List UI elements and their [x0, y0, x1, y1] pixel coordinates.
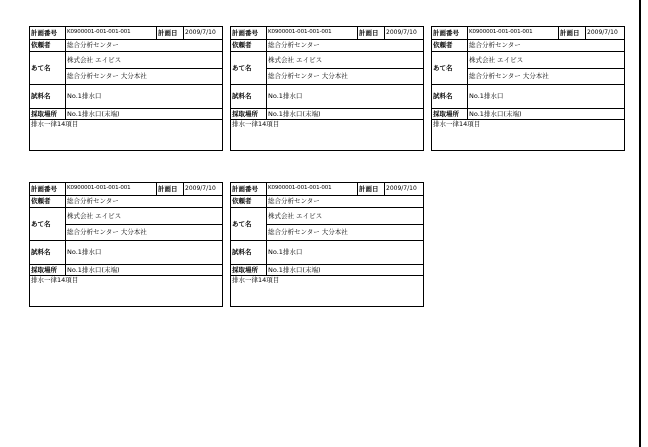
sample-name-label: 試料名	[30, 241, 66, 264]
note-row	[231, 120, 423, 140]
sample-name-row	[30, 85, 222, 109]
location-label: 採取場所	[30, 109, 66, 119]
plan-no-label: 計画番号	[432, 27, 468, 39]
sample-name-value: No.1排水口	[67, 248, 102, 257]
plan-row	[231, 183, 423, 196]
location-value: No.1排水口(末端)	[469, 109, 522, 118]
addressee-company: 株式会社 エイビス	[67, 55, 122, 64]
location-value: No.1排水口(末端)	[268, 109, 321, 118]
sample-name-row	[231, 241, 423, 265]
plan-date-value: 2009/7/10	[185, 29, 216, 36]
sample-label-card	[230, 182, 424, 307]
note-row	[231, 276, 423, 296]
requester-value: 総合分析センター	[67, 197, 119, 206]
addressee-department: 総合分析センター 大分本社	[468, 68, 624, 85]
requester-row	[231, 196, 423, 208]
addressee-department: 総合分析センター 大分本社	[66, 68, 222, 85]
addressee-lines	[267, 208, 423, 240]
location-row	[231, 109, 423, 120]
sample-name-label: 試料名	[231, 241, 267, 264]
requester-row	[30, 196, 222, 208]
sample-name-label: 試料名	[231, 85, 267, 108]
location-row	[432, 109, 624, 120]
analysis-items-note: 排水一律14項目	[31, 120, 79, 128]
addressee-company: 株式会社 エイビス	[268, 211, 323, 220]
requester-label: 依頼者	[30, 40, 66, 51]
sample-name-value: No.1排水口	[268, 248, 303, 257]
plan-date-value: 2009/7/10	[185, 185, 216, 192]
requester-label: 依頼者	[231, 40, 267, 51]
note-row	[432, 120, 624, 140]
addressee-department: 総合分析センター 大分本社	[66, 224, 222, 241]
location-label: 採取場所	[231, 265, 267, 275]
location-label: 採取場所	[432, 109, 468, 119]
plan-no-label: 計画番号	[30, 27, 66, 39]
sample-label-card	[230, 26, 424, 151]
plan-date-label: 計画日	[358, 27, 385, 39]
plan-date-value: 2009/7/10	[386, 29, 417, 36]
analysis-items-note: 排水一律14項目	[31, 276, 79, 284]
requester-row	[30, 40, 222, 52]
addressee-lines	[468, 52, 624, 84]
analysis-items-note: 排水一律14項目	[232, 120, 280, 128]
sample-name-label: 試料名	[432, 85, 468, 108]
requester-row	[231, 40, 423, 52]
plan-row	[30, 27, 222, 40]
sample-name-value: No.1排水口	[268, 92, 303, 101]
addressee-label: あて名	[231, 208, 267, 240]
analysis-items-note: 排水一律14項目	[232, 276, 280, 284]
plan-date-value: 2009/7/10	[386, 185, 417, 192]
plan-date-label: 計画日	[559, 27, 586, 39]
addressee-lines	[267, 52, 423, 84]
addressee-department: 総合分析センター 大分本社	[267, 224, 423, 241]
location-value: No.1排水口(末端)	[67, 109, 120, 118]
plan-no-label: 計画番号	[30, 183, 66, 195]
requester-label: 依頼者	[231, 196, 267, 207]
note-row	[30, 276, 222, 296]
requester-value: 総合分析センター	[268, 197, 320, 206]
addressee-row	[30, 52, 222, 85]
sample-label-card	[29, 26, 223, 151]
addressee-lines	[66, 208, 222, 240]
plan-no-value: K0900001-001-001-001	[267, 183, 358, 195]
addressee-row	[30, 208, 222, 241]
plan-no-value: K0900001-001-001-001	[468, 27, 559, 39]
addressee-label: あて名	[231, 52, 267, 84]
sample-name-row	[231, 85, 423, 109]
location-value: No.1排水口(末端)	[268, 265, 321, 274]
requester-row	[432, 40, 624, 52]
plan-date-label: 計画日	[157, 183, 184, 195]
requester-value: 総合分析センター	[469, 41, 521, 50]
requester-label: 依頼者	[432, 40, 468, 51]
requester-value: 総合分析センター	[67, 41, 119, 50]
plan-no-label: 計画番号	[231, 27, 267, 39]
plan-row	[231, 27, 423, 40]
requester-value: 総合分析センター	[268, 41, 320, 50]
plan-no-value: K0900001-001-001-001	[66, 27, 157, 39]
addressee-company: 株式会社 エイビス	[268, 55, 323, 64]
sample-label-card	[29, 182, 223, 307]
plan-row	[432, 27, 624, 40]
sample-name-row	[30, 241, 222, 265]
location-value: No.1排水口(末端)	[67, 265, 120, 274]
analysis-items-note: 排水一律14項目	[433, 120, 481, 128]
addressee-label: あて名	[30, 52, 66, 84]
sample-label-card	[431, 26, 625, 151]
plan-date-value: 2009/7/10	[587, 29, 618, 36]
plan-no-value: K0900001-001-001-001	[66, 183, 157, 195]
location-row	[30, 109, 222, 120]
addressee-company: 株式会社 エイビス	[469, 55, 524, 64]
addressee-row	[231, 52, 423, 85]
addressee-row	[231, 208, 423, 241]
location-label: 採取場所	[231, 109, 267, 119]
location-label: 採取場所	[30, 265, 66, 275]
sample-name-label: 試料名	[30, 85, 66, 108]
sample-name-value: No.1排水口	[469, 92, 504, 101]
plan-date-label: 計画日	[358, 183, 385, 195]
location-row	[231, 265, 423, 276]
addressee-department: 総合分析センター 大分本社	[267, 68, 423, 85]
addressee-label: あて名	[30, 208, 66, 240]
plan-date-label: 計画日	[157, 27, 184, 39]
note-row	[30, 120, 222, 140]
addressee-company: 株式会社 エイビス	[67, 211, 122, 220]
sample-name-value: No.1排水口	[67, 92, 102, 101]
plan-no-value: K0900001-001-001-001	[267, 27, 358, 39]
plan-no-label: 計画番号	[231, 183, 267, 195]
location-row	[30, 265, 222, 276]
addressee-label: あて名	[432, 52, 468, 84]
plan-row	[30, 183, 222, 196]
addressee-row	[432, 52, 624, 85]
addressee-lines	[66, 52, 222, 84]
sample-name-row	[432, 85, 624, 109]
requester-label: 依頼者	[30, 196, 66, 207]
